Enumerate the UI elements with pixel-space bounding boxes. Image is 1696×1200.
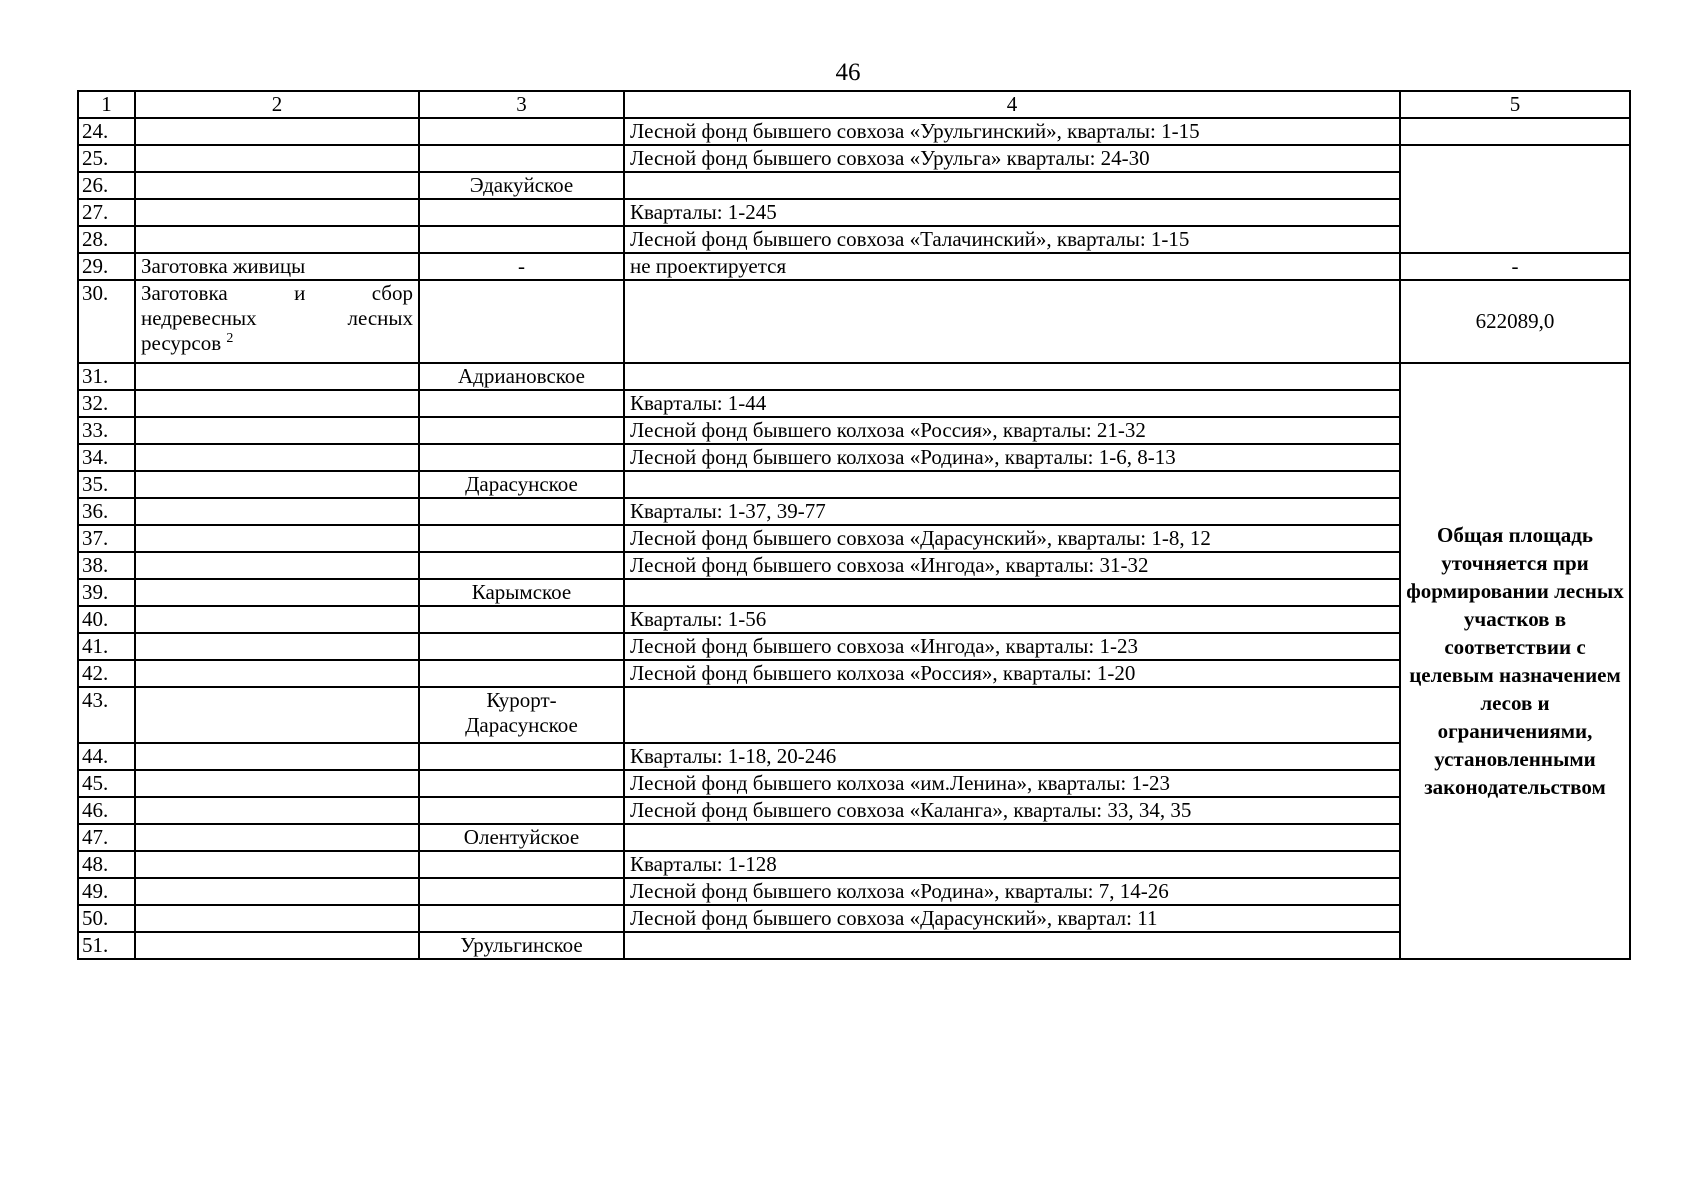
activity-cell xyxy=(135,471,419,498)
location-cell: Лесной фонд бывшего совхоза «Ингода», кварталы: 1-23 xyxy=(624,633,1400,660)
activity-cell xyxy=(135,363,419,390)
activity-cell xyxy=(135,118,419,145)
row-number: 29. xyxy=(78,253,135,280)
table-row xyxy=(78,660,1630,687)
location-cell: не проектируется xyxy=(624,253,1400,280)
row-number: 24. xyxy=(78,118,135,145)
row-number: 38. xyxy=(78,552,135,579)
location-cell: Лесной фонд бывшего колхоза «Родина», кварталы: 7, 14-26 xyxy=(624,878,1400,905)
row-number: 31. xyxy=(78,363,135,390)
row-number: 30. xyxy=(78,280,135,363)
column-header: 2 xyxy=(135,91,419,118)
row-number: 39. xyxy=(78,579,135,606)
activity-cell xyxy=(135,905,419,932)
district-cell xyxy=(419,118,624,145)
district-cell xyxy=(419,444,624,471)
location-cell: Лесной фонд бывшего совхоза «Урульгинский», кварталы: 1-15 xyxy=(624,118,1400,145)
table-row xyxy=(78,417,1630,444)
table-header-row xyxy=(78,91,1630,118)
table-row xyxy=(78,687,1630,743)
row-number: 36. xyxy=(78,498,135,525)
district-cell xyxy=(419,390,624,417)
table-row xyxy=(78,878,1630,905)
activity-cell xyxy=(135,878,419,905)
location-cell: Кварталы: 1-44 xyxy=(624,390,1400,417)
district-cell xyxy=(419,606,624,633)
activity-cell xyxy=(135,824,419,851)
row-number: 35. xyxy=(78,471,135,498)
table-row xyxy=(78,145,1630,172)
table-row xyxy=(78,851,1630,878)
activity-cell xyxy=(135,687,419,743)
district-line: Дарасунское xyxy=(465,713,578,737)
forest-resources-table xyxy=(77,90,1631,960)
page-number: 46 xyxy=(835,59,861,86)
district-cell xyxy=(419,226,624,253)
activity-line: недревесных лесных xyxy=(141,306,413,330)
row-number: 43. xyxy=(78,687,135,743)
area-cell xyxy=(1400,118,1630,145)
district-cell xyxy=(419,417,624,444)
location-cell: Лесной фонд бывшего колхоза «Родина», кварталы: 1-6, 8-13 xyxy=(624,444,1400,471)
district-cell xyxy=(419,905,624,932)
activity-cell xyxy=(135,145,419,172)
location-cell xyxy=(624,932,1400,959)
location-cell: Лесной фонд бывшего совхоза «Дарасунский», кварталы: 1-8, 12 xyxy=(624,525,1400,552)
row-number: 34. xyxy=(78,444,135,471)
location-cell: Лесной фонд бывшего колхоза «Россия», кварталы: 1-20 xyxy=(624,660,1400,687)
location-cell xyxy=(624,471,1400,498)
district-cell xyxy=(419,797,624,824)
table-row xyxy=(78,118,1630,145)
activity-cell xyxy=(135,172,419,199)
row-number: 25. xyxy=(78,145,135,172)
activity-cell xyxy=(135,606,419,633)
area-cell xyxy=(1400,145,1630,253)
activity-cell xyxy=(135,525,419,552)
activity-cell xyxy=(135,552,419,579)
table-row xyxy=(78,525,1630,552)
activity-line-text: ресурсов xyxy=(141,331,222,355)
table-row xyxy=(78,905,1630,932)
district-cell xyxy=(419,687,624,743)
location-cell xyxy=(624,687,1400,743)
table-row xyxy=(78,390,1630,417)
location-cell: Кварталы: 1-18, 20-246 xyxy=(624,743,1400,770)
activity-cell xyxy=(135,743,419,770)
activity-cell xyxy=(135,444,419,471)
activity-cell xyxy=(135,633,419,660)
row-number: 41. xyxy=(78,633,135,660)
district-line: Курорт- xyxy=(486,688,557,712)
district-cell xyxy=(419,552,624,579)
table-row xyxy=(78,498,1630,525)
district-cell: Олентуйское xyxy=(419,824,624,851)
location-cell: Кварталы: 1-56 xyxy=(624,606,1400,633)
table-row xyxy=(78,226,1630,253)
row-number: 51. xyxy=(78,932,135,959)
location-cell: Лесной фонд бывшего совхоза «Урульга» кварталы: 24-30 xyxy=(624,145,1400,172)
row-number: 47. xyxy=(78,824,135,851)
location-cell: Кварталы: 1-128 xyxy=(624,851,1400,878)
district-cell xyxy=(419,525,624,552)
district-cell: Эдакуйское xyxy=(419,172,624,199)
activity-cell xyxy=(135,390,419,417)
table-row xyxy=(78,797,1630,824)
row-number: 46. xyxy=(78,797,135,824)
row-number: 33. xyxy=(78,417,135,444)
location-cell: Лесной фонд бывшего совхоза «Дарасунский», квартал: 11 xyxy=(624,905,1400,932)
activity-cell xyxy=(135,579,419,606)
location-cell xyxy=(624,280,1400,363)
table-row xyxy=(78,172,1630,199)
area-note-cell: Общая площадь уточняется при формировании лесных участков в соответствии с целевым назначением лесов и ограничениями, установленными законодательством xyxy=(1400,363,1630,959)
table-row xyxy=(78,606,1630,633)
district-cell xyxy=(419,851,624,878)
table-row xyxy=(78,471,1630,498)
row-number: 32. xyxy=(78,390,135,417)
table-row xyxy=(78,199,1630,226)
row-number: 48. xyxy=(78,851,135,878)
district-cell xyxy=(419,878,624,905)
district-cell xyxy=(419,633,624,660)
location-cell: Лесной фонд бывшего совхоза «Каланга», кварталы: 33, 34, 35 xyxy=(624,797,1400,824)
district-cell: Карымское xyxy=(419,579,624,606)
activity-cell xyxy=(135,498,419,525)
row-number: 27. xyxy=(78,199,135,226)
location-cell xyxy=(624,579,1400,606)
table-row xyxy=(78,280,1630,363)
activity-line xyxy=(141,331,413,356)
location-cell: Лесной фонд бывшего совхоза «Талачинский», кварталы: 1-15 xyxy=(624,226,1400,253)
row-number: 26. xyxy=(78,172,135,199)
activity-cell xyxy=(135,226,419,253)
table-row xyxy=(78,633,1630,660)
district-cell xyxy=(419,280,624,363)
table-row xyxy=(78,770,1630,797)
location-cell: Лесной фонд бывшего совхоза «Ингода», кварталы: 31-32 xyxy=(624,552,1400,579)
district-cell: Дарасунское xyxy=(419,471,624,498)
table-row xyxy=(78,253,1630,280)
district-cell xyxy=(419,199,624,226)
footnote-mark: 2 xyxy=(226,331,234,346)
table-row xyxy=(78,552,1630,579)
activity-cell xyxy=(135,770,419,797)
column-header: 1 xyxy=(78,91,135,118)
table-row xyxy=(78,444,1630,471)
district-cell: Адриановское xyxy=(419,363,624,390)
table-row xyxy=(78,363,1630,390)
district-cell xyxy=(419,743,624,770)
row-number: 50. xyxy=(78,905,135,932)
row-number: 44. xyxy=(78,743,135,770)
column-header: 5 xyxy=(1400,91,1630,118)
row-number: 45. xyxy=(78,770,135,797)
district-cell: Урульгинское xyxy=(419,932,624,959)
location-cell: Кварталы: 1-37, 39-77 xyxy=(624,498,1400,525)
activity-line: Заготовка и сбор xyxy=(141,281,413,305)
activity-cell xyxy=(135,199,419,226)
district-cell xyxy=(419,498,624,525)
activity-cell xyxy=(135,797,419,824)
row-number: 49. xyxy=(78,878,135,905)
location-cell xyxy=(624,824,1400,851)
row-number: 40. xyxy=(78,606,135,633)
row-number: 37. xyxy=(78,525,135,552)
table-row xyxy=(78,932,1630,959)
activity-cell xyxy=(135,417,419,444)
location-cell xyxy=(624,172,1400,199)
area-cell: 622089,0 xyxy=(1400,280,1630,363)
district-cell xyxy=(419,660,624,687)
table-row xyxy=(78,743,1630,770)
table-row xyxy=(78,824,1630,851)
location-cell: Кварталы: 1-245 xyxy=(624,199,1400,226)
district-cell xyxy=(419,770,624,797)
column-header: 3 xyxy=(419,91,624,118)
activity-cell xyxy=(135,660,419,687)
activity-cell xyxy=(135,932,419,959)
row-number: 28. xyxy=(78,226,135,253)
table-row xyxy=(78,579,1630,606)
location-cell: Лесной фонд бывшего колхоза «Россия», кварталы: 21-32 xyxy=(624,417,1400,444)
row-number: 42. xyxy=(78,660,135,687)
column-header: 4 xyxy=(624,91,1400,118)
district-cell xyxy=(419,145,624,172)
area-cell: - xyxy=(1400,253,1630,280)
location-cell: Лесной фонд бывшего колхоза «им.Ленина», кварталы: 1-23 xyxy=(624,770,1400,797)
location-cell xyxy=(624,363,1400,390)
activity-cell xyxy=(135,851,419,878)
activity-cell xyxy=(135,280,419,363)
activity-cell: Заготовка живицы xyxy=(135,253,419,280)
district-cell: - xyxy=(419,253,624,280)
